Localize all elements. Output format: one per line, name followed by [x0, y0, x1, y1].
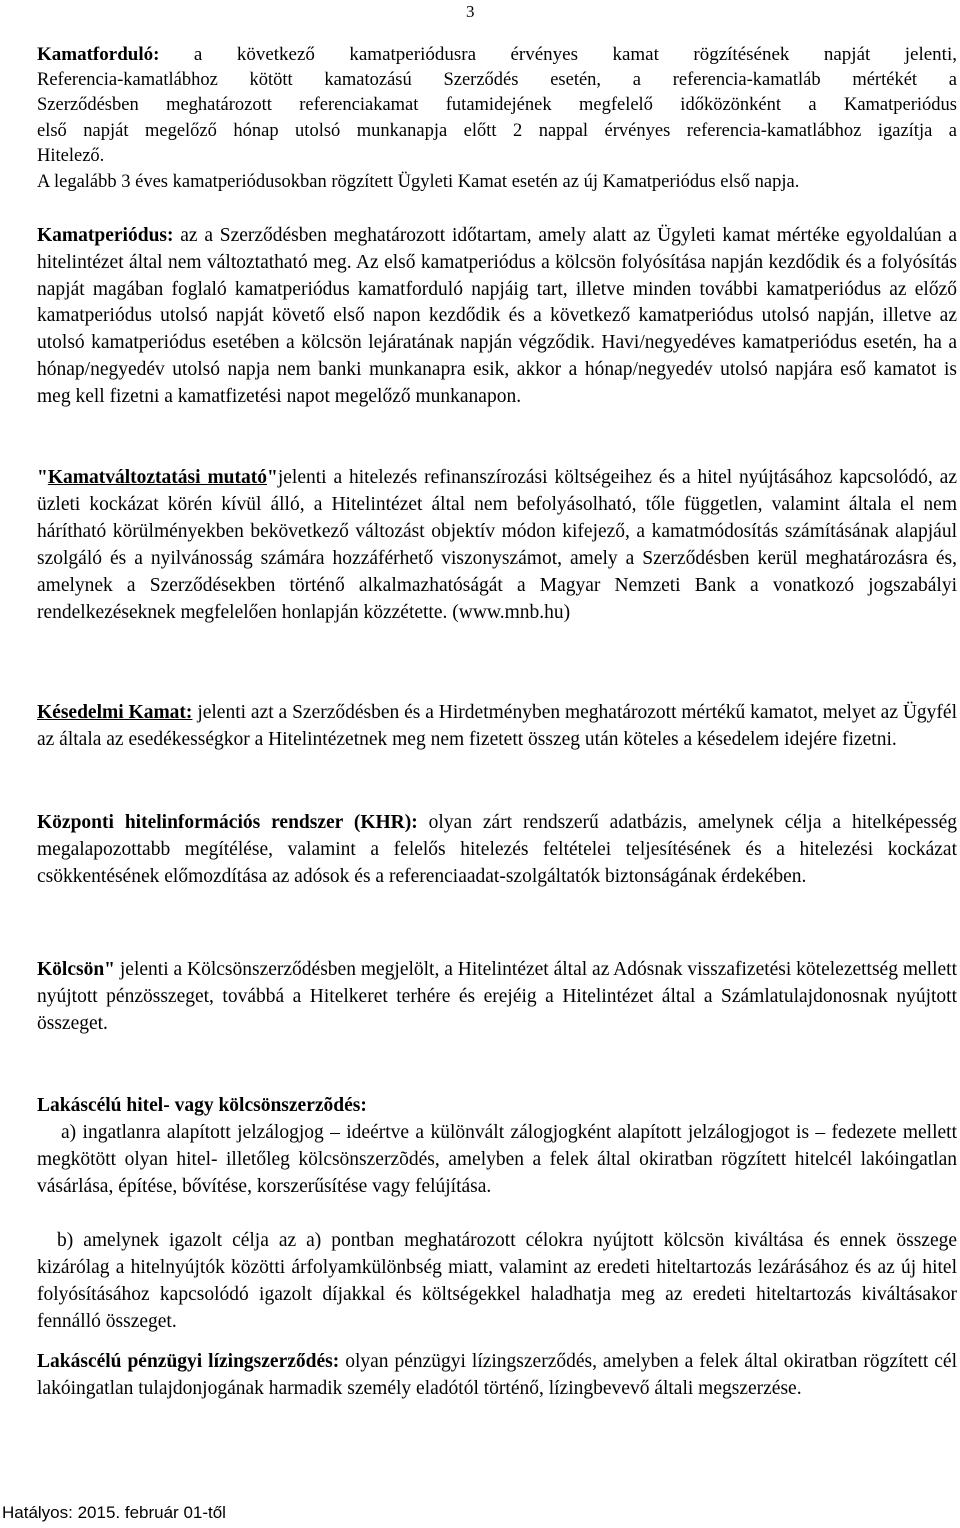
term-lakascelu-hitel: Lakáscélú hitel- vagy kölcsönszerzõdés:: [37, 1095, 367, 1116]
kamatfordulo-line-6: A legalább 3 éves kamatperiódusokban rögzített Ügyleti Kamat esetén az új Kamatperiódus első napja.: [37, 171, 800, 192]
kamatfordulo-line-5: Hitelező.: [37, 146, 105, 166]
term-quote-close: ": [267, 467, 278, 488]
term-kamatvaltoztatasi-mutato: Kamatváltoztatási mutató: [47, 467, 268, 488]
definition-kolcson: [37, 957, 957, 1037]
term-kamatfordulo: Kamatforduló:: [37, 44, 160, 65]
khr-text: olyan zárt rendszerű adatbázis, amelynek célja a hitelképesség megalapozottabb megítélése, valamint a felelős hitelezés feltételei teljesítésének és a hitelezési kockázat csökkentésének előmozdítása az adósok és a referenciaadat-szolgáltatók biztonságának érdekében.: [37, 812, 957, 887]
definition-lakascelu-lizing: [37, 1349, 957, 1403]
definition-kamatperiodus: [37, 223, 957, 411]
term-kolcson: Kölcsön": [37, 959, 115, 980]
page-number: 3: [466, 2, 475, 21]
term-khr: Központi hitelinformációs rendszer (KHR):: [37, 812, 418, 833]
lakascelu-hitel-item-a: a) ingatlanra alapított jelzálogjog – ideértve a különvált zálogjogként alapított jelzálogjogot is – fedezete mellett megkötött olyan hitel- illetőleg kölcsönszerzõdés, amelyben a felek által okiratban rögzített hitelcél lakóingatlan vásárlása, építése, bővítése, korszerűsítése vagy felújítása.: [37, 1122, 957, 1197]
kamatfordulo-line-1: a következő kamatperiódusra érvényes kamat rögzítésének napját jelenti,: [159, 44, 957, 65]
term-quote-open: ": [37, 467, 48, 488]
lizing-text: olyan pénzügyi lízingszerződés, amelyben a felek által okiratban rögzített cél lakóingatlan tulajdonjogának harmadik személy eladótól történő, lízingbevevő általi megszerzése.: [37, 1351, 957, 1399]
kolcson-text: jelenti a Kölcsönszerződésben megjelölt, a Hitelintézet által az Adósnak visszafizetési kötelezettség mellett nyújtott pénzösszeget, továbbá a Hitelkeret terhére és erejéig a Hitelintézet által a Számlatulajdonosnak nyújtott összeget.: [37, 959, 957, 1034]
kesedelmi-text: jelenti azt a Szerződésben és a Hirdetményben meghatározott mértékű kamatot, melyet az Ügyfél az általa az esedékességkor a Hitelintézetnek meg nem fizetett összeg után köteles a késedelem idejére fizetni.: [37, 702, 957, 750]
definition-khr: [37, 810, 957, 890]
definition-kesedelmi-kamat: [37, 700, 957, 754]
kamatvaltoztatasi-text: jelenti a hitelezés refinanszírozási költségeihez és a hitel nyújtásához kapcsolódó, az üzleti kockázat körén kívül álló, a Hitelintézet által nem befolyásolható, tőle független, valamint általa el nem hárítható körülményekben bekövetkező változást objektív módon kifejező, a kamatmódosítás számításának alapjául szolgáló és a nyilvánosság számára hozzáférhető viszonyszámot, amely a Szerződésben kerül meghatározásra és, amelynek a Szerződésekben történő alkalmazhatóságát a Magyar Nemzeti Bank a vonatkozó jogszabályi rendelkezéseknek megfelelően honlapján közzétette. (www.mnb.hu): [37, 467, 957, 623]
term-kesedelmi-kamat: Késedelmi Kamat:: [37, 702, 193, 723]
definition-kamatfordulo: [37, 42, 957, 195]
kamatfordulo-line-3: Szerződésben meghatározott referenciakamat futamidejének megfelelő időközönként a Kamatperiódus: [37, 95, 957, 115]
term-lakascelu-lizing: Lakáscélú pénzügyi lízingszerződés:: [37, 1351, 340, 1372]
definition-kamatvaltoztatasi-mutato: [37, 465, 957, 626]
footer-effective-date: Hatályos: 2015. február 01-től: [2, 1503, 226, 1522]
lakascelu-hitel-heading: [37, 1093, 957, 1120]
term-kamatperiodus: Kamatperiódus:: [37, 225, 174, 246]
kamatfordulo-line-2: Referencia-kamatlábhoz kötött kamatozású Szerződés esetén, a referencia-kamatláb mértékét a: [37, 69, 957, 90]
kamatfordulo-line-4: első napját megelőző hónap utolsó munkanapja előtt 2 nappal érvényes referencia-kamatlábhoz igazítja a: [37, 120, 957, 141]
lakascelu-hitel-item-b: b) amelynek igazolt célja az a) pontban meghatározott célokra nyújtott kölcsön kiváltása és ennek összege kizárólag a hitelnyújtók közötti árfolyamkülönbség miatt, valamint az eredeti hiteltartozás lezárásához és az új hitel folyósításához kapcsolódó igazolt díjakkal és költségekkel haladhatja meg az eredeti hiteltartozás kiváltásakor fennálló összeget.: [37, 1230, 957, 1332]
kamatperiodus-text: az a Szerződésben meghatározott időtartam, amely alatt az Ügyleti kamat mértéke egyoldalúan a hitelintézet által nem változtatható meg. Az első kamatperiódus a kölcsön folyósítása napján kezdődik és a folyósítás napját magában foglaló kamatperiódus kamatforduló napjáig tart, illetve minden további kamatperiódus az előző kamatperiódus utolsó napját követő első napon kezdődik és a következő kamatperiódus utolsó napján, illetve az utolsó kamatperiódus esetében a kölcsön lejáratának napján végződik. Havi/negyedéves kamatperiódus esetén, ha a hónap/negyedév utolsó napja nem banki munkanapra esik, akkor a hónap/negyedév utolsó napjára eső kamatot is meg kell fizetni a kamatfizetési napot megelőző munkanapon.: [37, 225, 957, 407]
